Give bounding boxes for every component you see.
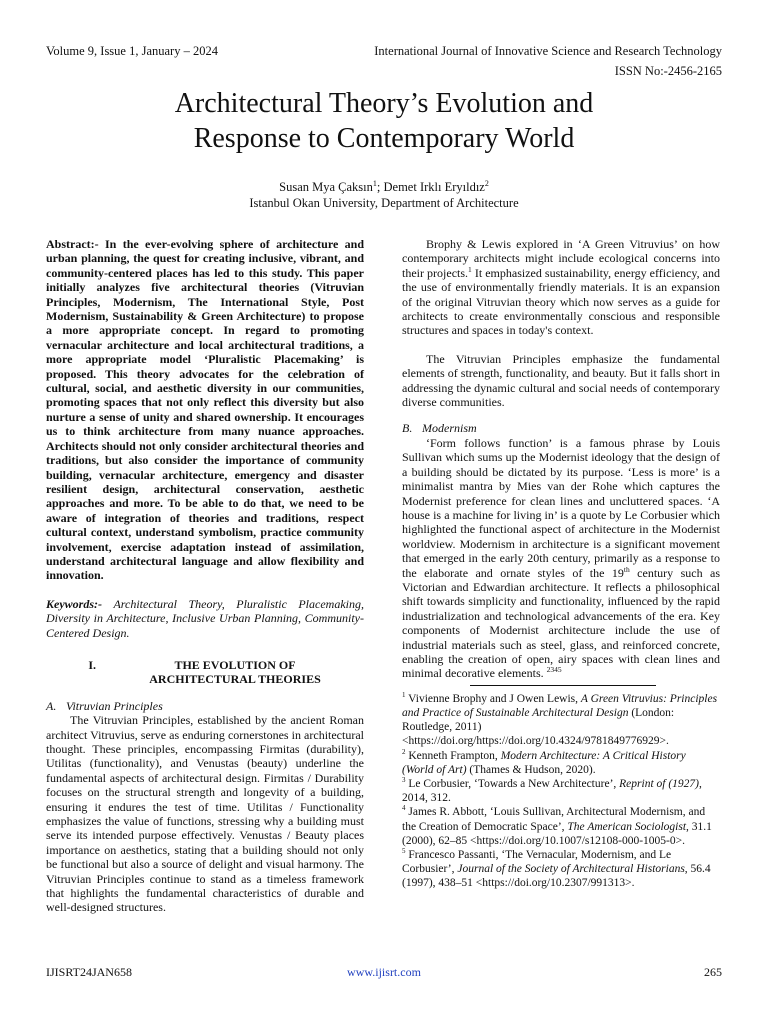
footer-website-link[interactable]: www.ijisrt.com	[347, 965, 421, 979]
brophy-paragraph	[402, 237, 720, 338]
footnote-refs: 2345	[546, 665, 562, 675]
subsection-b-title: Modernism	[422, 421, 477, 436]
footer-paper-id: IJISRT24JAN658	[46, 965, 132, 979]
footnote-4-title: The American Sociologist	[567, 820, 687, 833]
header-volume: Volume 9, Issue 1, January – 2024	[46, 44, 218, 58]
header-journal: International Journal of Innovative Science and Research Technology	[374, 44, 722, 58]
footnote-4-text: James R. Abbott, ‘Louis Sullivan, Architectural Modernism, and the Creation of Democratic Space’,	[402, 806, 706, 833]
modernism-text: ‘Form follows function’ is a famous phrase by Louis Sullivan which sums up the Modernist ideology that the design of a building should be dictated by its purpose. ‘Less is more’ is a minimalist mantra by Mies van der Rohe which captures the Modernist preference for clean lines and uncluttered spaces. ‘A house is a machine for living in’ is a quote by Le Corbusier which highlighted the functional aspect of architecture in the Modernist worldview. Modernism in architecture is a significant movement that emerged in the early 20th century, primarily as a response to the elaborate and ornate styles of the 19	[402, 435, 720, 580]
right-column	[402, 237, 720, 891]
footnote-1-text: Vivienne Brophy and J Owen Lewis,	[405, 692, 581, 705]
footnote-2-num: 2	[402, 747, 406, 756]
author-separator: ;	[376, 180, 384, 194]
section-heading	[46, 658, 364, 687]
footnote-4-rest: , 31.1 (2000), 62–85 <https://doi.org/10.1007/s12108-000-1005-0>.	[402, 820, 712, 847]
author-1-affil: 1	[372, 178, 377, 188]
footnote-4	[402, 805, 720, 848]
author-2-affil: 2	[484, 178, 489, 188]
authors-block	[0, 179, 768, 211]
keywords	[46, 597, 364, 640]
left-column	[46, 237, 364, 915]
author-2: Demet Irklı Eryıldız	[383, 180, 485, 194]
footnote-5	[402, 848, 720, 891]
paper-title	[0, 86, 768, 156]
footnote-2-title: Modern Architecture: A Critical History (World of Art)	[402, 749, 686, 776]
footnote-3	[402, 777, 720, 805]
section-number: I.	[88, 657, 96, 672]
subsection-a-label: A.	[46, 698, 57, 713]
vitruvian-paragraph: The Vitruvian Principles, established by the ancient Roman architect Vitruvius, serve as enduring cornerstones in architectural thought. These principles, encompassing Firmitas (durability), Utilitas (functionality), and Venustas (beauty) underline the fundamental aspects of architectural design. Firmitas / Durability focuses on the structural strength and longevity of a building, ensuring it endures the test of time. Utilitas / Functionality emphasizes the value of functions, stressing why a building must serve its intended purpose effectively. Venustas / Beauty places importance on aesthetics, stating that a building should not only be functional but also a source of delight and visual harmony. The Vitruvian Principles continue to stand as a timeless framework that highlights the fundamental characteristics of durable and well-designed structures.	[46, 713, 364, 915]
vitruvian-summary-paragraph: The Vitruvian Principles emphasize the fundamental elements of strength, functionality, and beauty. But it falls short in addressing the dynamic cultural and social needs of contemporary diverse communities.	[402, 351, 720, 410]
section-title: THE EVOLUTION OF ARCHITECTURAL THEORIES	[149, 657, 321, 687]
author-1: Susan Mya Çaksın	[279, 180, 373, 194]
footer-page-number: 265	[704, 965, 722, 979]
footnote-4-num: 4	[402, 804, 406, 813]
footnote-2-text: Kenneth Frampton,	[405, 749, 501, 762]
keywords-label: Keywords:-	[46, 596, 102, 611]
subsection-b-heading	[402, 421, 720, 435]
author-line	[0, 179, 768, 195]
footnote-ref-1: 1	[468, 264, 472, 274]
footnote-3-num: 3	[402, 776, 406, 785]
paper-title-line2: Response to Contemporary World	[193, 123, 575, 154]
subsection-b-label: B.	[402, 421, 413, 436]
footnote-5-title: Journal of the Society of Architectural Historians	[457, 863, 685, 876]
modernism-text-cont: century such as Victorian and Edwardian architecture. It reflects a philosophical shift towards simplicity and functionality, influenced by the rapid industrialization and technological advancements of the era. Key components of Modernist architecture include the use of industrial materials such as steel, glass, and reinforced concrete, enabling the creation of open, airy spaces with clean lines and minimal decorative elements.	[402, 565, 720, 681]
footnote-1-num: 1	[402, 690, 406, 699]
affiliation: Istanbul Okan University, Department of Architecture	[249, 196, 519, 210]
footnote-3-rest: , 2014, 312.	[402, 778, 702, 805]
footnote-2	[402, 749, 720, 777]
subsection-a-heading	[46, 699, 364, 713]
footnote-divider	[470, 685, 656, 686]
footnote-5-rest: , 56.4 (1997), 438–51 <https://doi.org/10.2307/991313>.	[402, 863, 711, 890]
modernism-paragraph	[402, 436, 720, 681]
brophy-text: Brophy & Lewis explored in ‘A Green Vitruvius’ on how contemporary architects might include ecological concerns into their projects.	[402, 237, 720, 280]
superscript-th: th	[623, 564, 630, 574]
header-issn: ISSN No:-2456-2165	[614, 64, 722, 78]
footnote-5-num: 5	[402, 847, 406, 856]
keywords-text: Architectural Theory, Pluralistic Placemaking, Diversity in Architecture, Inclusive Urban Planning, Community-Centered Design.	[46, 596, 364, 640]
subsection-a-title: Vitruvian Principles	[66, 698, 163, 713]
footnote-3-text: Le Corbusier, ‘Towards a New Architecture’,	[405, 778, 620, 790]
footnote-5-text: Francesco Passanti, ‘The Vernacular, Modernism, and Le Corbusier’,	[402, 849, 672, 876]
footnote-3-title: Reprint of (1927)	[619, 778, 700, 790]
abstract: Abstract:- In the ever-evolving sphere of architecture and urban planning, the quest for creating inclusive, vibrant, and community-centered places has led to this study. This paper initially analyzes five architectural theories (Vitruvian Principles, Modernism, The International Style, Post Modernism, Sustainability & Green Architecture) to propose a more appropriate concept. In regard to promoting vernacular architecture and local architectural traditions, a more appropriate model ‘Pluralistic Placemaking’ is proposed. This theory advocates for the celebration of cultural, social, and aesthetic diversity in our communities, promoting spaces that not only reflect this diversity but also nurture a sense of unity and shared ownership. It encourages us to think architecture from many nuance approaches. Architects should not only consider architectural theories and traditions, but also consider the importance of community building, vernacular architecture, emergency and disaster resilient design, architectural conservation, aesthetic approaches and more. To be able to do that, we need to be aware of integration of theories and traditions, respect cultural context, understand symbolism, practice community involvement, exercise adaptation instead of assimilation, understand architectural language and allow flexibility and innovation.	[46, 237, 364, 583]
footnote-1	[402, 692, 720, 749]
footnote-1-rest: (London: Routledge, 2011) <https://doi.org/https://doi.org/10.4324/9781849776929>.	[402, 706, 675, 748]
footnote-2-rest: (Thames & Hudson, 2020).	[466, 763, 596, 776]
footnote-1-title: A Green Vitruvius: Principles and Practice of Sustainable Architectural Design	[402, 692, 718, 719]
paper-title-line1: Architectural Theory’s Evolution and	[174, 88, 594, 119]
brophy-text-cont: It emphasized sustainability, energy efficiency, and the use of environmentally friendly materials. It is an expansion of the original Vitruvian theory which now serves as a guide for architects to create environmentally conscious and responsible structures and spaces in today's context.	[402, 265, 720, 338]
